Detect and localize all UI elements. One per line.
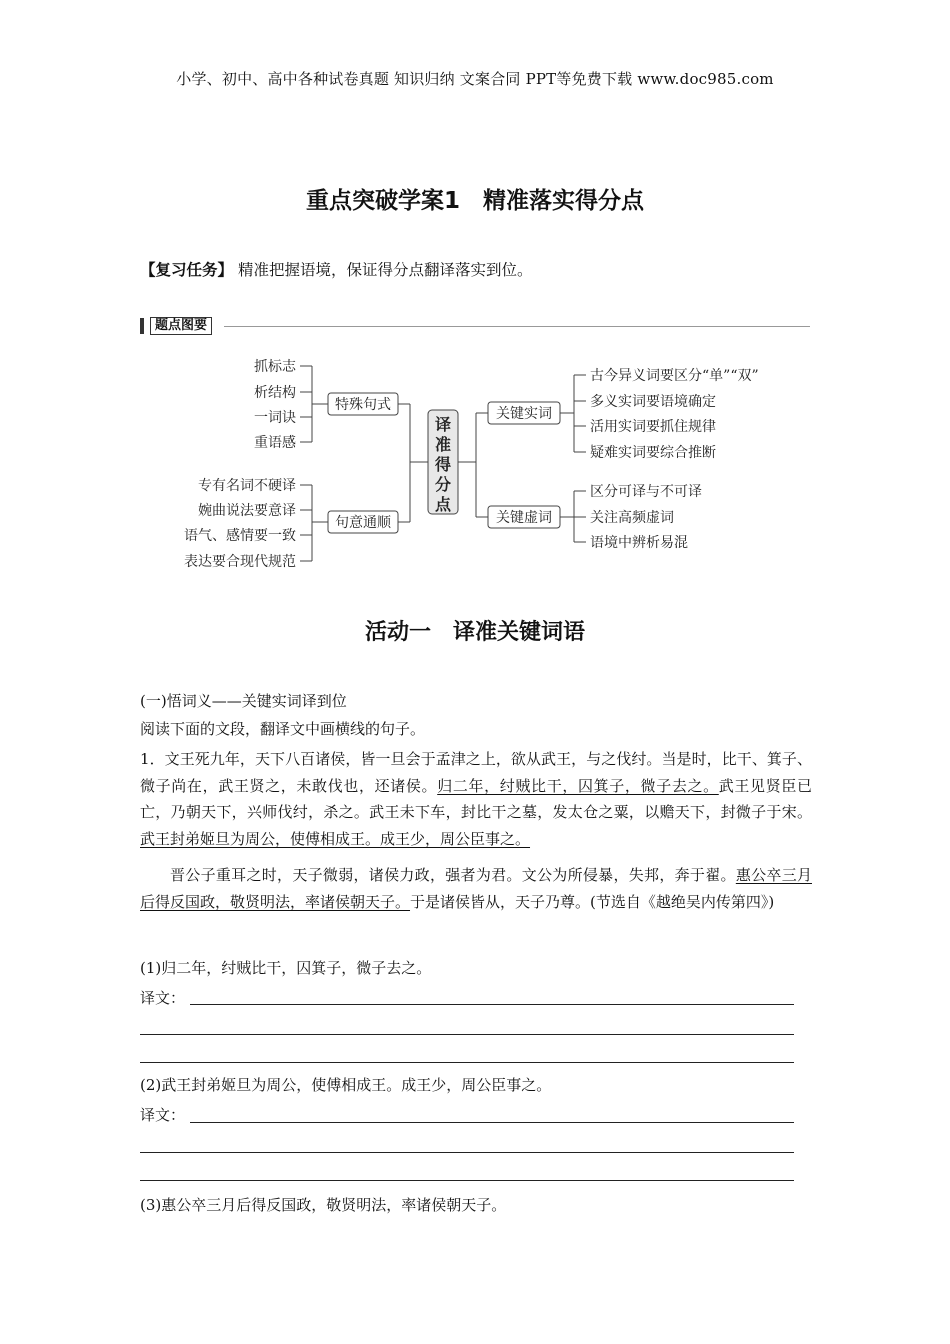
mm-center-5: 点	[434, 495, 452, 514]
mm-rb-3: 语境中辨析易混	[590, 535, 688, 551]
review-task	[140, 258, 532, 280]
section-bar	[140, 318, 144, 334]
mm-lb-4: 表达要合现代规范	[184, 554, 296, 570]
question-3: (3)惠公卒三月后得反国政，敬贤明法，率诸侯朝天子。	[140, 1196, 507, 1214]
answer-label-1: 译文：	[140, 989, 186, 1007]
answer-line-1c[interactable]	[140, 1062, 794, 1063]
question-2: (2)武王封弟姬旦为周公，使傅相成王。成王少，周公臣事之。	[140, 1076, 552, 1094]
mm-lt-1: 抓标志	[254, 359, 296, 375]
answer-line-1a[interactable]	[190, 1004, 794, 1005]
mm-rt-2: 多义实词要语境确定	[590, 394, 716, 410]
passage-p2-a: 晋公子重耳之时，天子微弱，诸侯力政，强者为君。文公为所侵暴，失邦，奔于翟。	[170, 866, 736, 884]
mm-center-2: 准	[434, 435, 452, 454]
passage-para-2	[140, 862, 812, 915]
mm-rb-1: 区分可译与不可译	[590, 484, 702, 500]
passage-p1-a: 1．文王死九年，天下八百诸侯，皆一旦会于孟津之上，欲从武王，与之伐纣。当是时，比干、箕子、微子尚在，武王贤之，未敢伐也，还诸侯。	[140, 750, 812, 795]
passage-para-1	[140, 746, 812, 852]
mm-group-function: 关键虚词	[496, 510, 552, 526]
answer-line-1b[interactable]	[140, 1034, 794, 1035]
mm-lb-2: 婉曲说法要意译	[198, 503, 296, 519]
review-task-label: 【复习任务】	[140, 261, 234, 279]
subsection-heading: (一)悟词义——关键实词译到位	[140, 692, 347, 710]
mm-center-3: 得	[434, 455, 452, 474]
answer-label-2: 译文：	[140, 1106, 186, 1124]
section-header	[140, 316, 810, 336]
answer-line-2a[interactable]	[190, 1122, 794, 1123]
mm-lt-4: 重语感	[254, 435, 296, 451]
passage-p2-b: 于是诸侯皆从，天子乃尊。(节选自《越绝吴内传第四》)	[410, 892, 775, 911]
mindmap	[0, 340, 950, 580]
passage-p2-underline: 惠公卒三月后得反国政，敬贤明法，率诸侯朝天子。	[140, 866, 812, 911]
page-header: 小学、初中、高中各种试卷真题 知识归纳 文案合同 PPT等免费下载 www.doc985.com	[176, 70, 774, 88]
answer-line-2b[interactable]	[140, 1152, 794, 1153]
passage-p1-underline-2: 武王封弟姬旦为周公，使傅相成王。成王少，周公臣事之。	[140, 829, 531, 848]
mm-lt-3: 一词诀	[254, 410, 296, 426]
mm-center-4: 分	[434, 475, 452, 494]
mm-rb-2: 关注高频虚词	[590, 510, 674, 526]
answer-line-2c[interactable]	[140, 1180, 794, 1181]
section-label: 题点图要	[150, 317, 212, 335]
question-1: (1)归二年，纣贼比干，囚箕子，微子去之。	[140, 959, 432, 977]
mm-rt-1: 古今异义词要区分“单”“双”	[590, 368, 759, 384]
section-rule	[224, 326, 810, 327]
instruction: 阅读下面的文段，翻译文中画横线的句子。	[140, 720, 426, 738]
mm-group-special: 特殊句式	[335, 397, 391, 413]
mm-lb-3: 语气、感情要一致	[184, 528, 296, 544]
mm-lb-1: 专有名词不硬译	[198, 478, 296, 494]
passage-p1-b: 武王见贤臣已亡，乃朝天下，兴师伐纣，杀之。武王未下车，封比干之墓，发太仓之粟，以赡天下，封微子于宋。	[140, 776, 812, 821]
mm-group-content: 关键实词	[496, 406, 552, 422]
mm-lt-2: 析结构	[254, 385, 296, 401]
mm-group-fluent: 句意通顺	[335, 515, 391, 531]
page-title: 重点突破学案1 精准落实得分点	[305, 188, 644, 214]
mm-rt-3: 活用实词要抓住规律	[590, 419, 716, 435]
activity-title: 活动一 译准关键词语	[364, 620, 585, 645]
mm-rt-4: 疑难实词要综合推断	[590, 445, 716, 461]
passage-p1-underline-1: 归二年，纣贼比干，囚箕子，微子去之。	[437, 776, 719, 795]
mm-center-1: 译	[434, 415, 452, 434]
review-task-text: 精准把握语境，保证得分点翻译落实到位。	[237, 261, 533, 279]
